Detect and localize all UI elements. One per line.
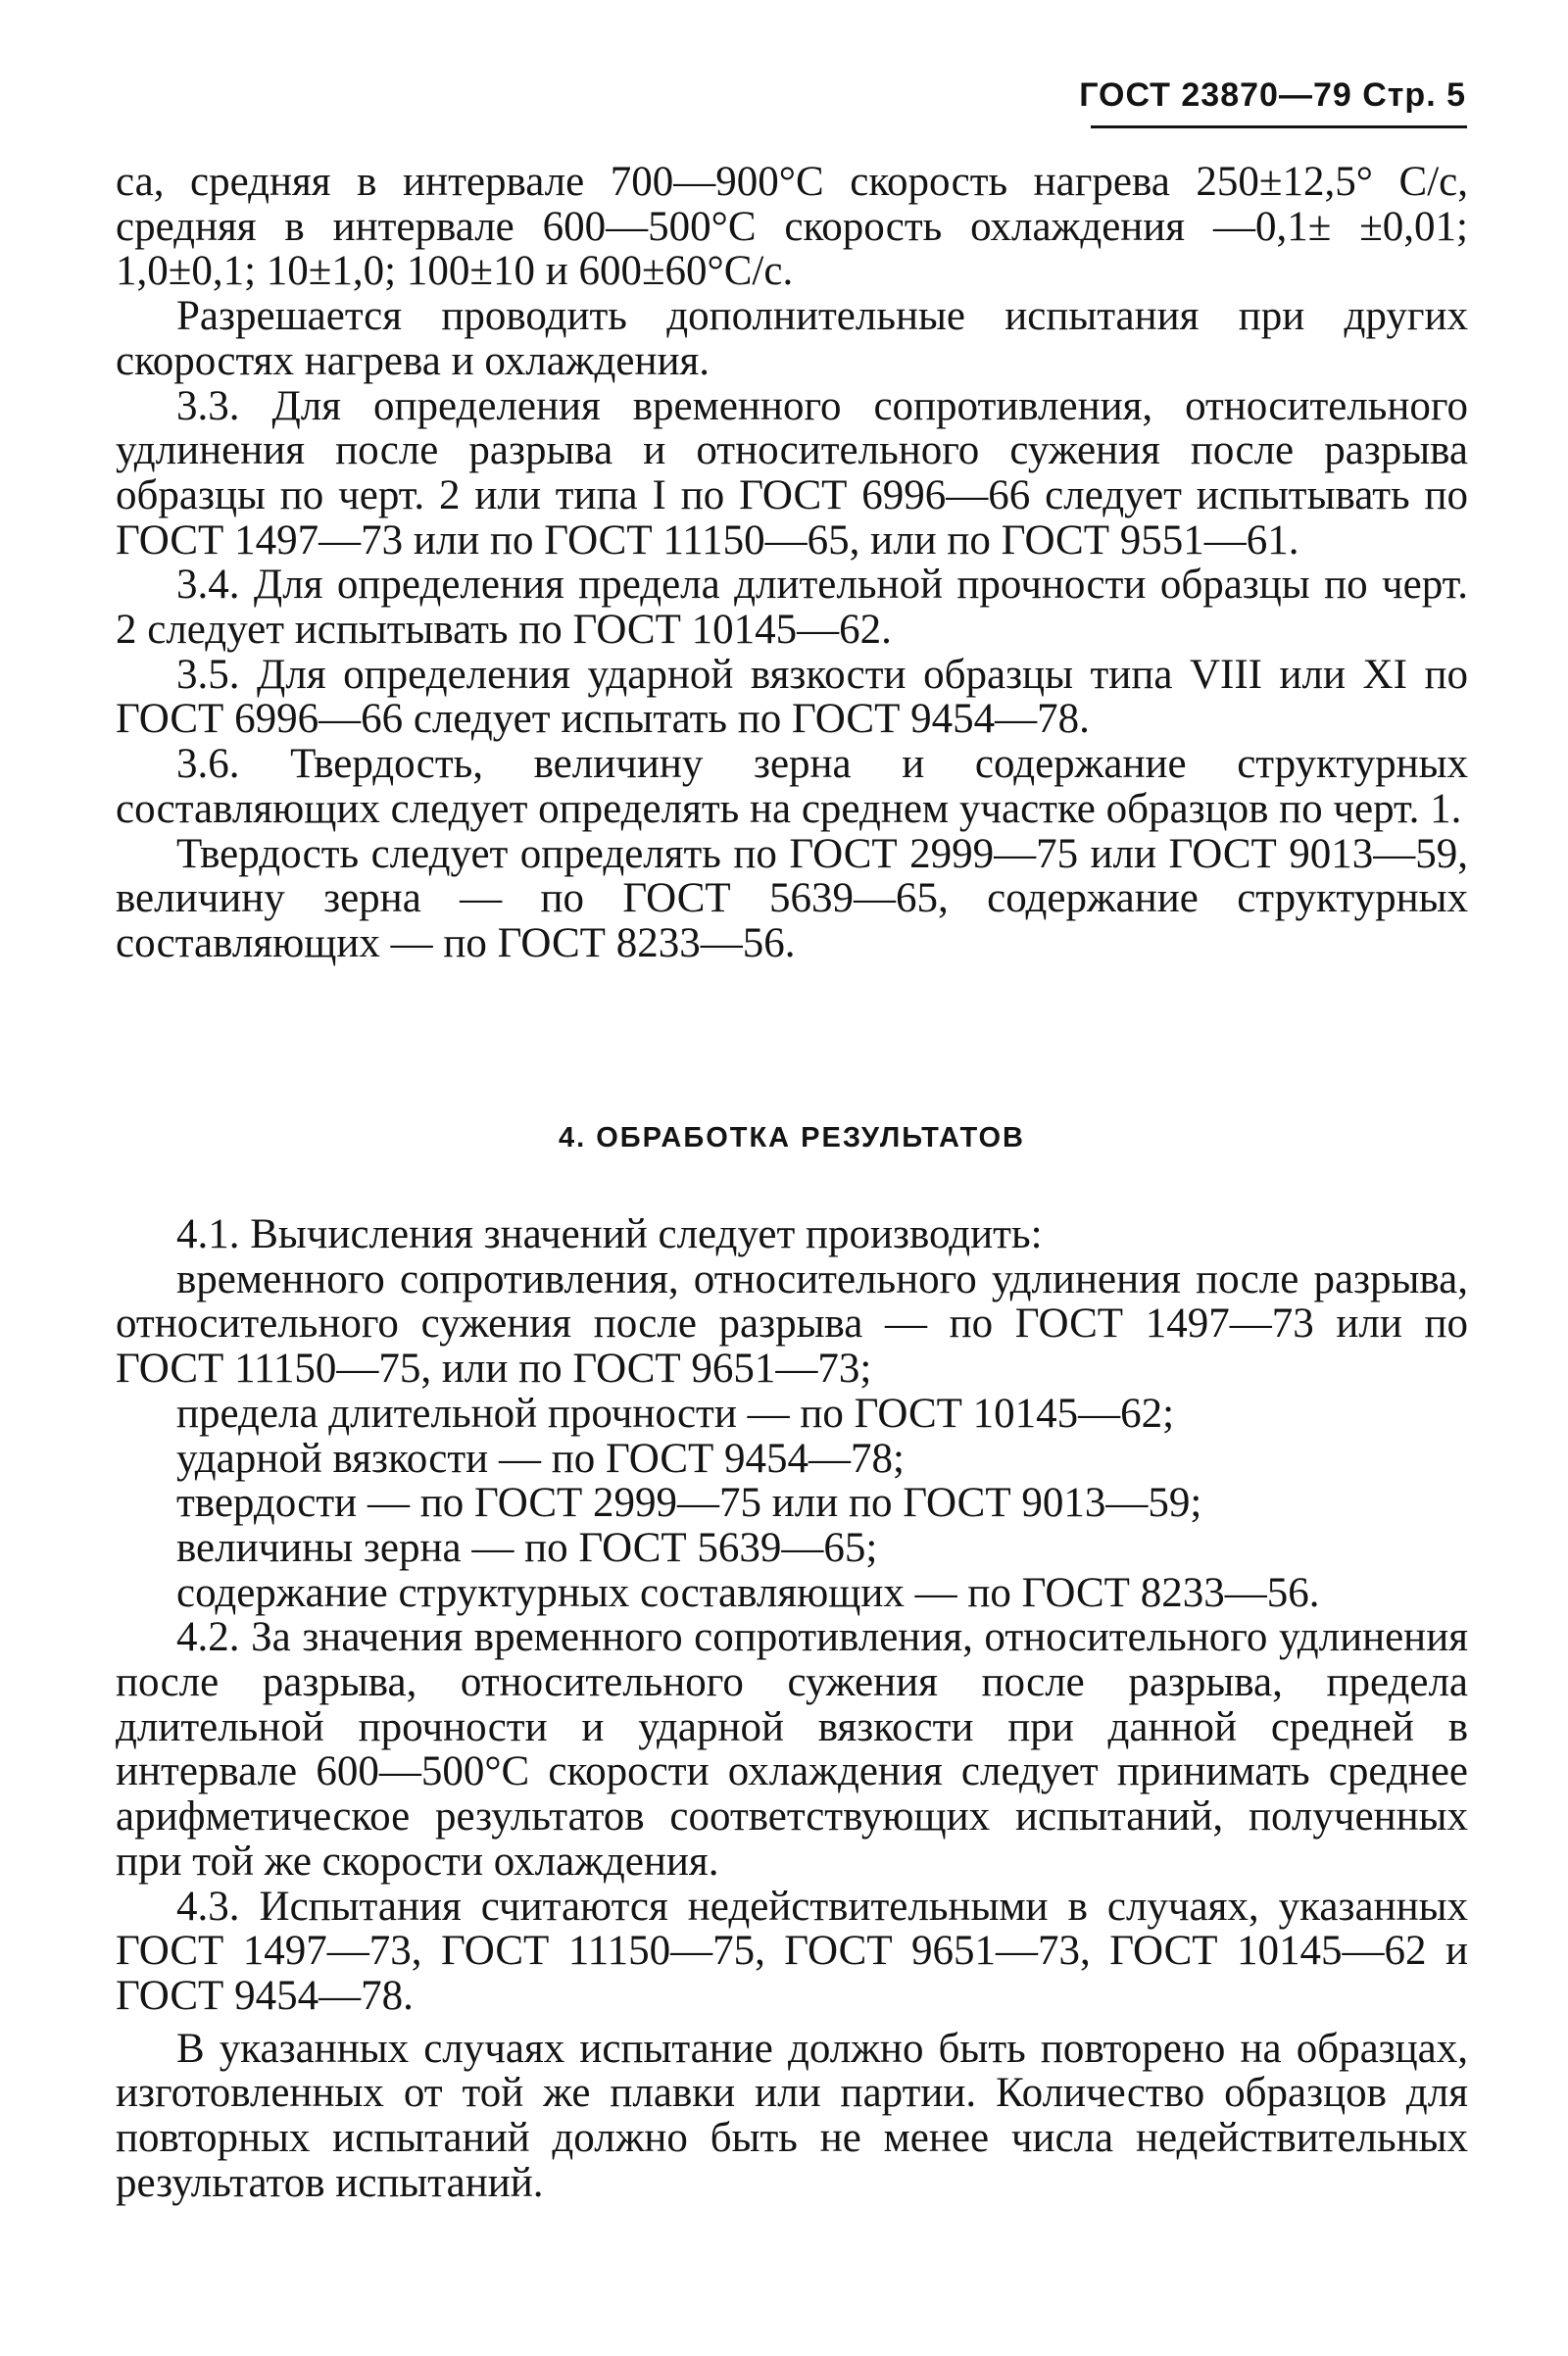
clause-3-6: 3.6. Твердость, величину зерна и содержание структурных составляющих следует определять на среднем участке образцов по черт. 1. <box>116 741 1468 832</box>
paragraph-hardness: Твердость следует определять по ГОСТ 2999—75 или ГОСТ 9013—59, величину зерна — по ГОСТ 5639—65, содержание структурных составляющих — по ГОСТ 8233—56. <box>116 830 1468 966</box>
clause-4-1-hardness: твердости — по ГОСТ 2999—75 или по ГОСТ 9013—59; <box>176 1480 1202 1527</box>
page-header <box>1078 76 1466 115</box>
clause-3-3: 3.3. Для определения временного сопротивления, относительного удлинения после разрыва и относительного сужения после разрыва образцы по черт. 2 или типа I по ГОСТ 6996—66 следует испытывать по ГОСТ 1497—73 или по ГОСТ 11150—65, или по ГОСТ 9551—61. <box>116 382 1468 564</box>
page-number: Стр. 5 <box>1362 76 1466 114</box>
clause-3-4: 3.4. Для определения предела длительной прочности образцы по черт. 2 следует испытывать по ГОСТ 10145—62. <box>116 562 1468 654</box>
clause-4-1-tensile: временного сопротивления, относительного удлинения после разрыва, относительного сужения после разрыва — по ГОСТ 1497—73 или по ГОСТ 11150—75, или по ГОСТ 9651—73; <box>116 1255 1468 1393</box>
clause-4-1-impact: ударной вязкости — по ГОСТ 9454—78; <box>176 1435 905 1482</box>
clause-4-1-grain: величины зерна — по ГОСТ 5639—65; <box>176 1524 878 1571</box>
header-rule <box>1091 125 1467 128</box>
clause-3-5: 3.5. Для определения ударной вязкости образцы типа VIII или XI по ГОСТ 6996—66 следует испытать по ГОСТ 9454—78. <box>116 651 1468 743</box>
paragraph-additional-tests: Разрешается проводить дополнительные испытания при других скоростях нагрева и охлаждения. <box>116 293 1468 384</box>
section-3-text <box>116 160 1468 966</box>
section-4-heading: 4. ОБРАБОТКА РЕЗУЛЬТАТОВ <box>558 1122 1026 1153</box>
continued-paragraph: са, средняя в интервале 700—900°С скорость нагрева 250±12,5° С/с, средняя в интервале 600—500°С скорость охлаждения —0,1± ±0,01; 1,0±0,1; 10±1,0; 100±10 и 600±60°С/с. <box>116 159 1468 295</box>
paragraph-retest: В указанных случаях испытание должно быть повторено на образцах, изготовленных от той же плавки или партии. Количество образцов для повторных испытаний должно быть не менее числа недействительных результатов испытаний. <box>116 2025 1468 2206</box>
clause-4-1-structure: содержание структурных составляющих — по ГОСТ 8233—56. <box>176 1569 1320 1616</box>
clause-4-3: 4.3. Испытания считаются недействительными в случаях, указанных ГОСТ 1497—73, ГОСТ 11150—75, ГОСТ 9651—73, ГОСТ 10145—62 и ГОСТ 9454—78. <box>116 1883 1468 2019</box>
document-reference: ГОСТ 23870—79 <box>1079 76 1352 114</box>
clause-4-2: 4.2. За значения временного сопротивления, относительного удлинения после разрыва, относительного сужения после разрыва, предела длительной прочности и ударной вязкости при данной средней в интервале 600—500°С скорости охлаждения следует принимать среднее арифметическое результатов соответствующих испытаний, полученных при той же скорости охлаждения. <box>116 1614 1468 1885</box>
section-4-text <box>116 1212 1468 2205</box>
clause-4-1-creep: предела длительной прочности — по ГОСТ 10145—62; <box>176 1390 1175 1437</box>
clause-4-1: 4.1. Вычисления значений следует производить: <box>176 1211 1043 1257</box>
